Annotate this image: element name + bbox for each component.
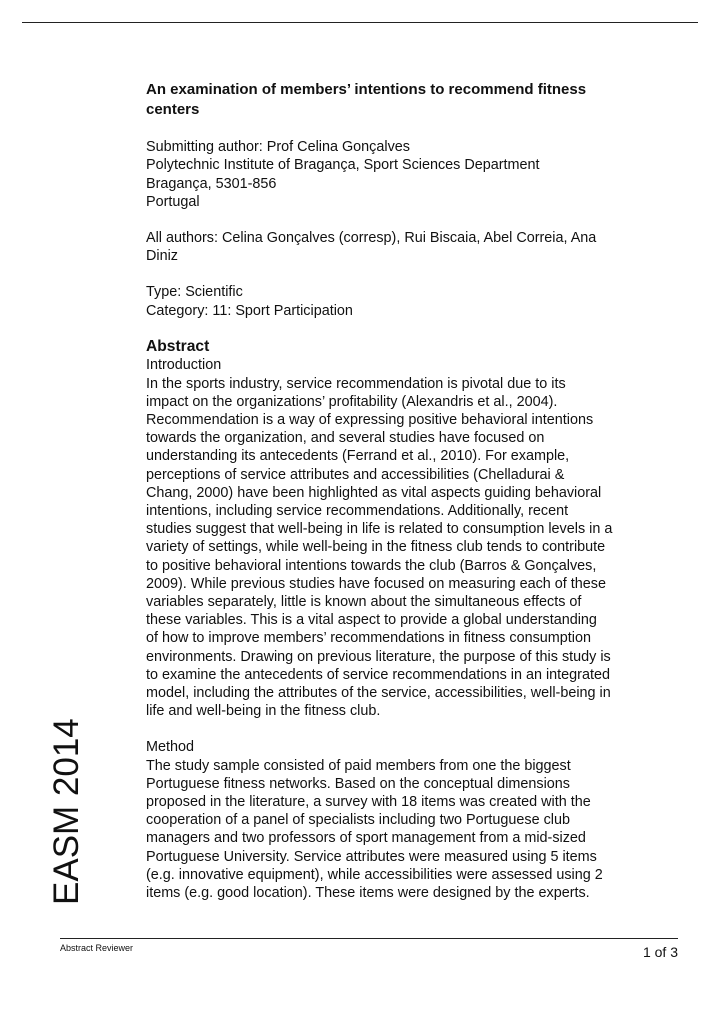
paragraph-line: of how to improve members’ recommendations in fitness consumption: [146, 630, 591, 647]
paragraph-line: The study sample consisted of paid members from one the biggest: [146, 757, 571, 774]
all-authors: [146, 229, 666, 265]
paragraph-line: to examine the antecedents of service recommendations in an integrated: [146, 666, 610, 683]
paragraph-line: proposed in the literature, a survey with 18 items was created with the: [146, 793, 591, 810]
method-paragraph: [146, 757, 666, 903]
footer-reviewer-label: Abstract Reviewer: [60, 943, 134, 953]
paragraph-line: cooperation of a panel of specialists including two Portuguese club: [146, 812, 570, 829]
classification: [146, 283, 666, 319]
country: Portugal: [146, 193, 200, 210]
paragraph-line: Portuguese fitness networks. Based on the conceptual dimensions: [146, 775, 570, 792]
paragraph-line: managers and two professors of sport management from a mid-sized: [146, 830, 586, 847]
city: Bragança, 5301-856: [146, 175, 277, 192]
document-title: [146, 80, 666, 119]
paragraph-line: these variables. This is a vital aspect to provide a global understanding: [146, 612, 597, 629]
paragraph-line: Recommendation is a way of expressing positive behavioral intentions: [146, 411, 594, 428]
paragraph-line: (e.g. innovative equipment), while accessibilities were assessed using 2: [146, 866, 603, 883]
institution: Polytechnic Institute of Bragança, Sport Sciences Department: [146, 157, 540, 174]
paragraph-line: 2009). While previous studies have focused on measuring each of these: [146, 575, 606, 592]
paragraph-line: variety of settings, while well-being in the fitness club tends to contribute: [146, 539, 606, 556]
document-body: [146, 80, 666, 920]
authors-line: Diniz: [146, 248, 178, 265]
paragraph-line: Chang, 2000) have been highlighted as vital aspects guiding behavioral: [146, 484, 602, 501]
abstract-heading: Abstract: [146, 337, 210, 355]
authors-line: All authors: Celina Gonçalves (corresp), Rui Biscaia, Abel Correia, Ana: [146, 230, 597, 246]
paragraph-line: towards the organization, and several studies have focused on: [146, 430, 545, 447]
paragraph-line: understanding its antecedents (Ferrand et al., 2010). For example,: [146, 448, 570, 465]
paragraph-line: model, including the attributes of the service, accessibilities, well-being in: [146, 684, 611, 701]
method-heading: Method: [146, 739, 194, 756]
paragraph-line: impact on the organizations’ profitability (Alexandris et al., 2004).: [146, 393, 558, 410]
abstract-section: [146, 338, 666, 721]
type-label: Type: Scientific: [146, 284, 243, 301]
submitting-author: Submitting author: Prof Celina Gonçalves: [146, 139, 410, 156]
footer-divider: [60, 938, 678, 939]
author-info: [146, 138, 666, 211]
conference-side-label: EASM 2014: [47, 718, 86, 905]
paragraph-line: to positive behavioral intentions towards the club (Barros & Gonçalves,: [146, 557, 597, 574]
introduction-heading: Introduction: [146, 357, 222, 374]
introduction-paragraph: [146, 375, 666, 721]
title-line: An examination of members’ intentions to recommend fitness: [146, 81, 587, 98]
paragraph-line: items (e.g. good location). These items were designed by the experts.: [146, 885, 590, 901]
category-label: Category: 11: Sport Participation: [146, 302, 353, 319]
paragraph-line: perceptions of service attributes and accessibilities (Chelladurai &: [146, 466, 565, 483]
paragraph-line: In the sports industry, service recommendation is pivotal due to its: [146, 375, 566, 392]
paragraph-line: variables separately, little is known about the simultaneous effects of: [146, 593, 582, 610]
top-divider: [22, 22, 698, 23]
paragraph-line: environments. Drawing on previous literature, the purpose of this study is: [146, 648, 611, 665]
paragraph-line: Portuguese University. Service attributes were measured using 5 items: [146, 848, 597, 865]
method-section: [146, 738, 666, 902]
paragraph-line: intentions, including service recommendations. Additionally, recent: [146, 502, 569, 519]
page-number: 1 of 3: [642, 944, 678, 960]
title-line: centers: [146, 100, 200, 118]
paragraph-line: life and well-being in the fitness club.: [146, 703, 381, 720]
paragraph-line: studies suggest that well-being in life is related to consumption levels in a: [146, 521, 613, 538]
